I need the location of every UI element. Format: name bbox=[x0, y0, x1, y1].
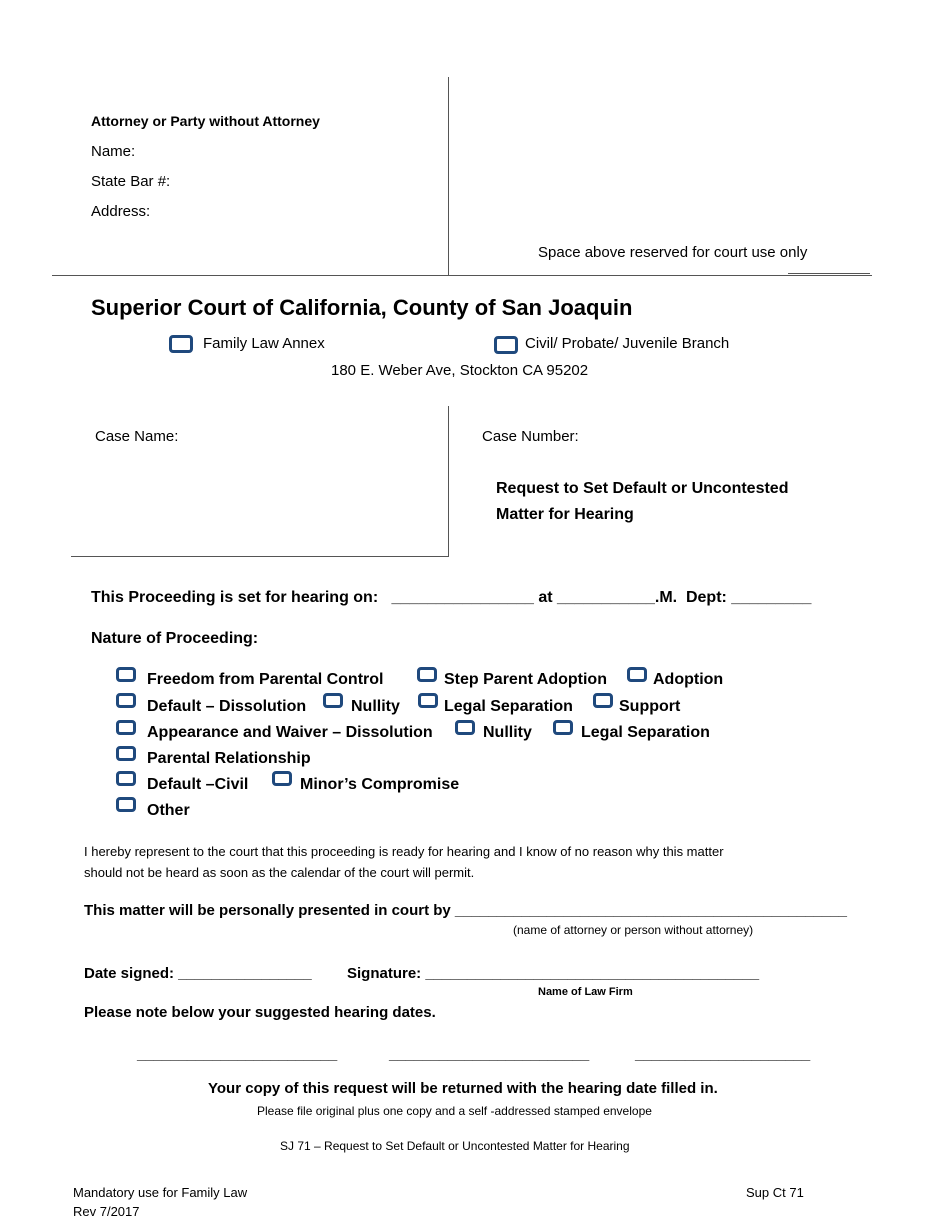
hearing-line: This Proceeding is set for hearing on: ________________ at ___________.M. Dept: _________ bbox=[91, 589, 812, 606]
name-label: Name: bbox=[91, 143, 136, 160]
suggested-date-blank-1: ________________________ bbox=[137, 1046, 338, 1063]
address-label: Address: bbox=[91, 203, 151, 220]
default-dissolution-label: Default – Dissolution bbox=[147, 698, 307, 715]
case-divider-horizontal bbox=[71, 556, 449, 557]
form-id: SJ 71 – Request to Set Default or Uncontested Matter for Hearing bbox=[280, 1139, 630, 1153]
adoption-label: Adoption bbox=[653, 671, 724, 688]
form-title-line1: Request to Set Default or Uncontested bbox=[496, 480, 789, 497]
family-law-annex-label: Family Law Annex bbox=[203, 335, 325, 352]
minors-compromise-label: Minor’s Compromise bbox=[300, 776, 460, 793]
case-name-label: Case Name: bbox=[95, 428, 179, 445]
freedom-checkbox[interactable] bbox=[116, 667, 136, 682]
support-label: Support bbox=[619, 698, 681, 715]
nullity-label-2: Nullity bbox=[483, 724, 532, 741]
reserved-underline bbox=[788, 273, 870, 274]
nullity-checkbox-2[interactable] bbox=[455, 720, 475, 735]
header-divider-horizontal bbox=[52, 275, 872, 276]
law-firm-caption: Name of Law Firm bbox=[538, 986, 633, 998]
step-parent-adoption-label: Step Parent Adoption bbox=[444, 671, 607, 688]
legal-separation-checkbox-2[interactable] bbox=[553, 720, 573, 735]
state-bar-label: State Bar #: bbox=[91, 173, 171, 190]
mandatory-note: Mandatory use for Family Law bbox=[73, 1185, 248, 1200]
presented-by-caption: (name of attorney or person without attorney) bbox=[513, 923, 754, 937]
case-number-label: Case Number: bbox=[482, 428, 579, 445]
court-address: 180 E. Weber Ave, Stockton CA 95202 bbox=[331, 362, 589, 379]
statement-line2: should not be heard as soon as the calendar of the court will permit. bbox=[84, 865, 475, 880]
court-title: Superior Court of California, County of San Joaquin bbox=[91, 295, 633, 320]
form-title-line2: Matter for Hearing bbox=[496, 506, 634, 523]
file-note: Please file original plus one copy and a self -addressed stamped envelope bbox=[257, 1104, 652, 1118]
nullity-checkbox-1[interactable] bbox=[323, 693, 343, 708]
appearance-waiver-label: Appearance and Waiver – Dissolution bbox=[147, 724, 433, 741]
civil-probate-juvenile-checkbox[interactable] bbox=[494, 336, 518, 354]
legal-separation-label-1: Legal Separation bbox=[444, 698, 573, 715]
presented-by-label: This matter will be personally presented in court by _______________________________________________ bbox=[84, 902, 848, 919]
header-divider-vertical bbox=[448, 77, 449, 275]
nature-heading: Nature of Proceeding: bbox=[91, 630, 259, 647]
adoption-checkbox[interactable] bbox=[627, 667, 647, 682]
other-checkbox[interactable] bbox=[116, 797, 136, 812]
freedom-label: Freedom from Parental Control bbox=[147, 671, 384, 688]
minors-compromise-checkbox[interactable] bbox=[272, 771, 292, 786]
signature-label: Signature: ________________________________________ bbox=[347, 965, 760, 982]
other-label: Other bbox=[147, 802, 190, 819]
support-checkbox[interactable] bbox=[593, 693, 613, 708]
court-use-note: Space above reserved for court use only bbox=[538, 244, 808, 261]
nullity-label-1: Nullity bbox=[351, 698, 400, 715]
case-divider-vertical bbox=[448, 406, 449, 557]
return-note: Your copy of this request will be returned with the hearing date filled in. bbox=[208, 1080, 718, 1097]
date-signed-label: Date signed: ________________ bbox=[84, 965, 312, 982]
legal-separation-label-2: Legal Separation bbox=[581, 724, 710, 741]
suggested-dates-heading: Please note below your suggested hearing dates. bbox=[84, 1004, 436, 1021]
parental-relationship-label: Parental Relationship bbox=[147, 750, 311, 767]
statement-line1: I hereby represent to the court that this proceeding is ready for hearing and I know of no reason why this matter bbox=[84, 844, 724, 859]
default-dissolution-checkbox[interactable] bbox=[116, 693, 136, 708]
legal-separation-checkbox-1[interactable] bbox=[418, 693, 438, 708]
parental-relationship-checkbox[interactable] bbox=[116, 746, 136, 761]
attorney-heading: Attorney or Party without Attorney bbox=[91, 113, 320, 129]
default-civil-checkbox[interactable] bbox=[116, 771, 136, 786]
revision-note: Rev 7/2017 bbox=[73, 1204, 140, 1219]
appearance-waiver-checkbox[interactable] bbox=[116, 720, 136, 735]
step-parent-adoption-checkbox[interactable] bbox=[417, 667, 437, 682]
suggested-date-blank-2: ________________________ bbox=[389, 1046, 590, 1063]
default-civil-label: Default –Civil bbox=[147, 776, 249, 793]
family-law-annex-checkbox[interactable] bbox=[169, 335, 193, 353]
suggested-date-blank-3: _____________________ bbox=[635, 1046, 811, 1063]
civil-probate-juvenile-label: Civil/ Probate/ Juvenile Branch bbox=[525, 335, 730, 352]
sup-ct-number: Sup Ct 71 bbox=[746, 1185, 804, 1200]
